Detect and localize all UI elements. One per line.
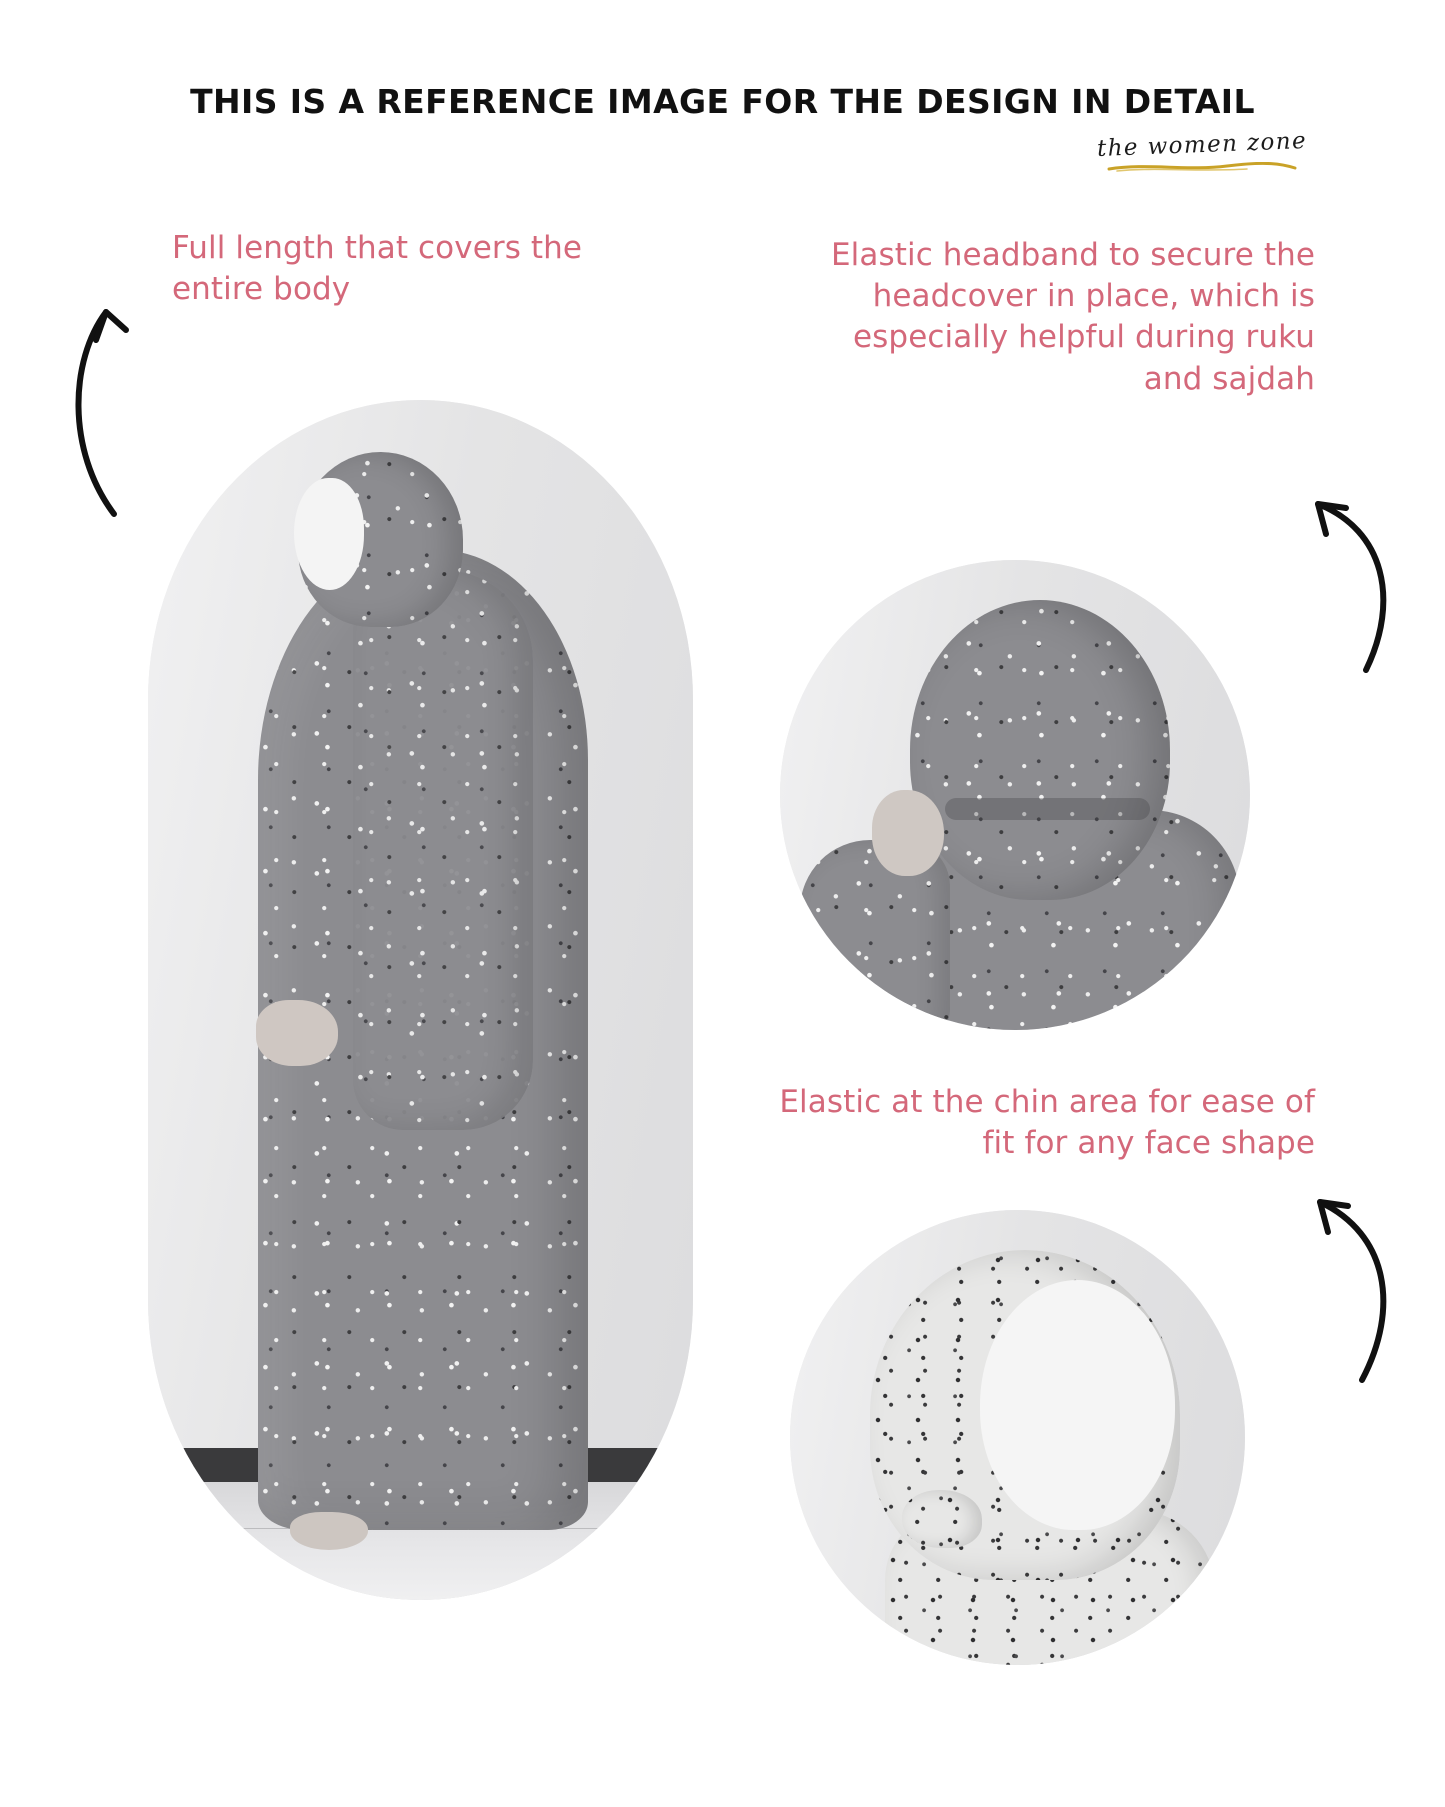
page-title: THIS IS A REFERENCE IMAGE FOR THE DESIGN IN DETAIL (190, 82, 1255, 121)
photo-full-body (148, 400, 693, 1600)
model-feet (290, 1512, 368, 1550)
model-hands (256, 1000, 338, 1066)
garment-drape (353, 570, 533, 1130)
callout-full-length: Full length that covers the entire body (172, 230, 583, 308)
garment-headcover-back (910, 600, 1170, 900)
callout-headband: Elastic headband to secure the headcover in place, which is especially helpful during ruku and sajdah (830, 237, 1315, 397)
curved-arrow-icon-bottom-right (1300, 1190, 1410, 1390)
brand-logo (1087, 128, 1317, 190)
curved-arrow-icon-top-right (1300, 490, 1410, 680)
brand-underline-icon (1107, 162, 1297, 172)
model-face-profile (980, 1280, 1175, 1530)
curved-arrow-icon-left (60, 300, 150, 530)
brand-name: the women zone (1096, 127, 1308, 163)
callout-chin: Elastic at the chin area for ease of fit for any face shape (779, 1084, 1315, 1162)
photo-headband-detail (780, 560, 1250, 1030)
elastic-headband (945, 798, 1150, 820)
model-hand (872, 790, 944, 876)
model-face (294, 478, 364, 590)
photo-chin-detail (790, 1210, 1245, 1665)
elastic-chin-gather (902, 1490, 982, 1548)
